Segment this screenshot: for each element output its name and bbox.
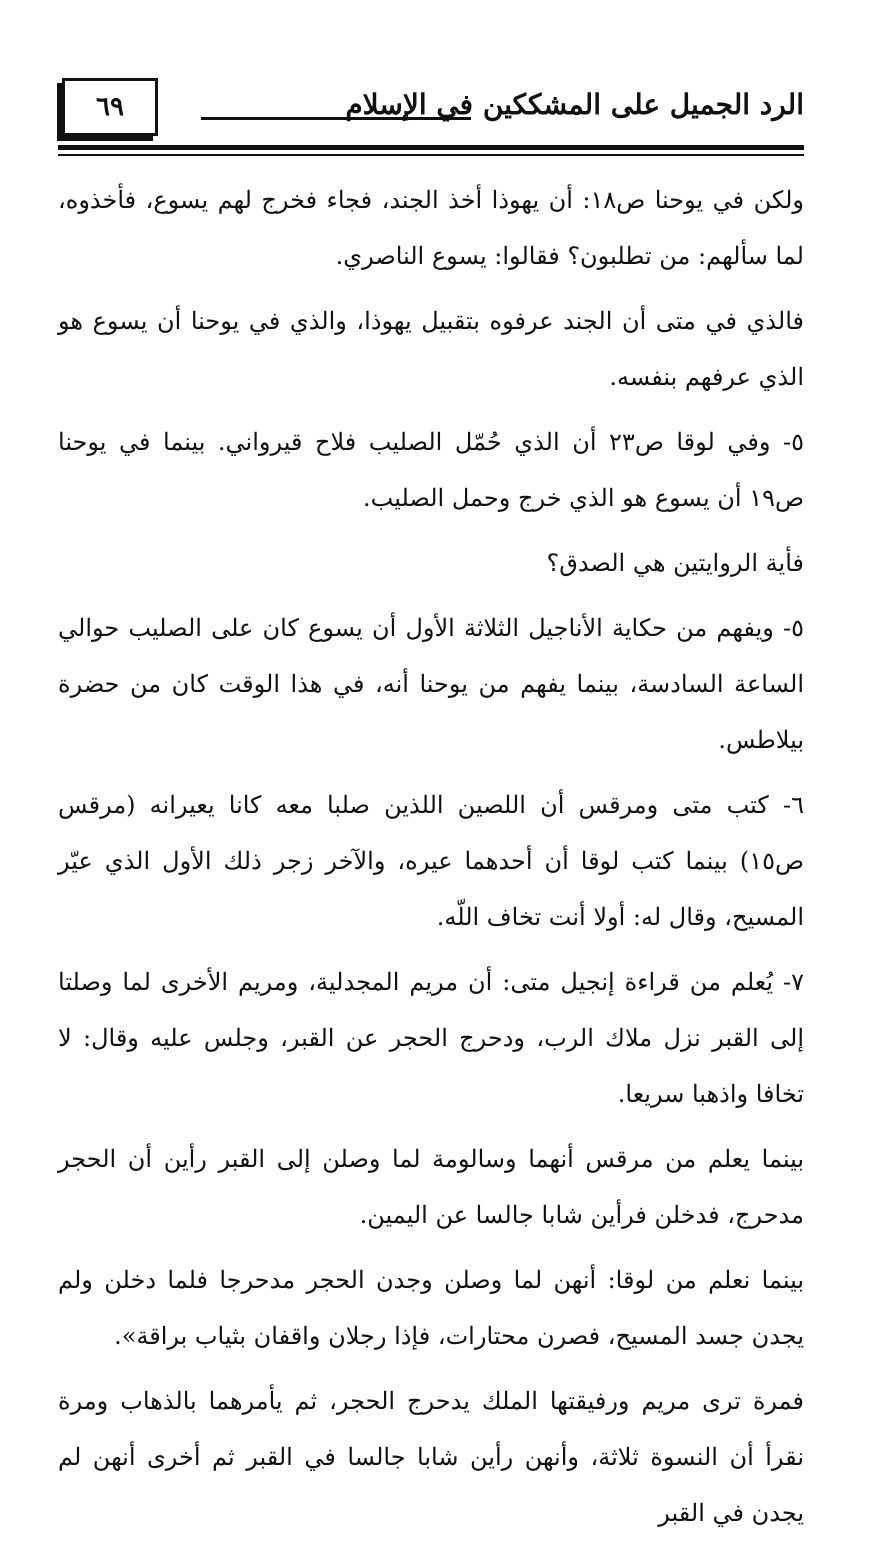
paragraph: فالذي في متى أن الجند عرفوه بتقبيل يهوذا، والذي في يوحنا أن يسوع هو الذي عرفهم بنفسه.	[58, 307, 804, 391]
page-number: ٦٩	[96, 92, 124, 122]
paragraph: فأية الروايتين هي الصدق؟	[546, 549, 804, 577]
book-title: الرد الجميل على المشككين في الإسلام	[345, 88, 804, 121]
paragraph: ولكن في يوحنا ص١٨: أن يهوذا أخذ الجند، فجاء فخرج لهم يسوع، فأخذوه، لما سألهم: من تطلبون؟ فقالوا: يسوع الناصري.	[58, 186, 804, 270]
paragraph: ٥- وفي لوقا ص٢٣ أن الذي حُمّل الصليب فلاح قيرواني. بينما في يوحنا ص١٩ أن يسوع هو الذي خرج وحمل الصليب.	[58, 428, 804, 512]
paragraph: ٥- ويفهم من حكاية الأناجيل الثلاثة الأول أن يسوع كان على الصليب حوالي الساعة السادسة، بينما يفهم من يوحنا أنه، في هذا الوقت كان من حضرة بيلاطس.	[58, 614, 804, 754]
paragraph: فمرة ترى مريم ورفيقتها الملك يدحرج الحجر، ثم يأمرهما بالذهاب ومرة نقرأ أن النسوة ثلاثة، وأنهن رأين شابا جالسا في القبر ثم أخرى أنهن لم يجدن في القبر	[58, 1387, 804, 1527]
page-header	[56, 70, 804, 150]
paragraph: بينما يعلم من مرقس أنهما وسالومة لما وصلن إلى القبر رأين أن الحجر مدحرج، فدخلن فرأين شابا جالسا عن اليمين.	[58, 1145, 804, 1229]
header-divider-thin	[58, 154, 804, 156]
page-number-box	[62, 78, 158, 136]
paragraph: ٦- كتب متى ومرقس أن اللصين اللذين صلبا معه كانا يعيرانه (مرقس ص١٥) بينما كتب لوقا أن أحدهما عيره، والآخر زجر ذلك الأول الذي عيّر المسيح، وقال له: أولا أنت تخاف اللّه.	[58, 791, 804, 931]
page-body	[58, 172, 804, 1550]
paragraph: بينما نعلم من لوقا: أنهن لما وصلن وجدن الحجر مدحرجا فلما دخلن ولم يجدن جسد المسيح، فصرن محتارات، فإذا رجلان واقفان بثياب براقة».	[58, 1266, 804, 1350]
header-divider-thick	[58, 145, 804, 150]
paragraph: ٧- يُعلم من قراءة إنجيل متى: أن مريم المجدلية، ومريم الأخرى لما وصلتا إلى القبر نزل ملاك الرب، ودحرج الحجر عن القبر، وجلس عليه وقال: لا تخافا واذهبا سريعا.	[58, 968, 804, 1108]
